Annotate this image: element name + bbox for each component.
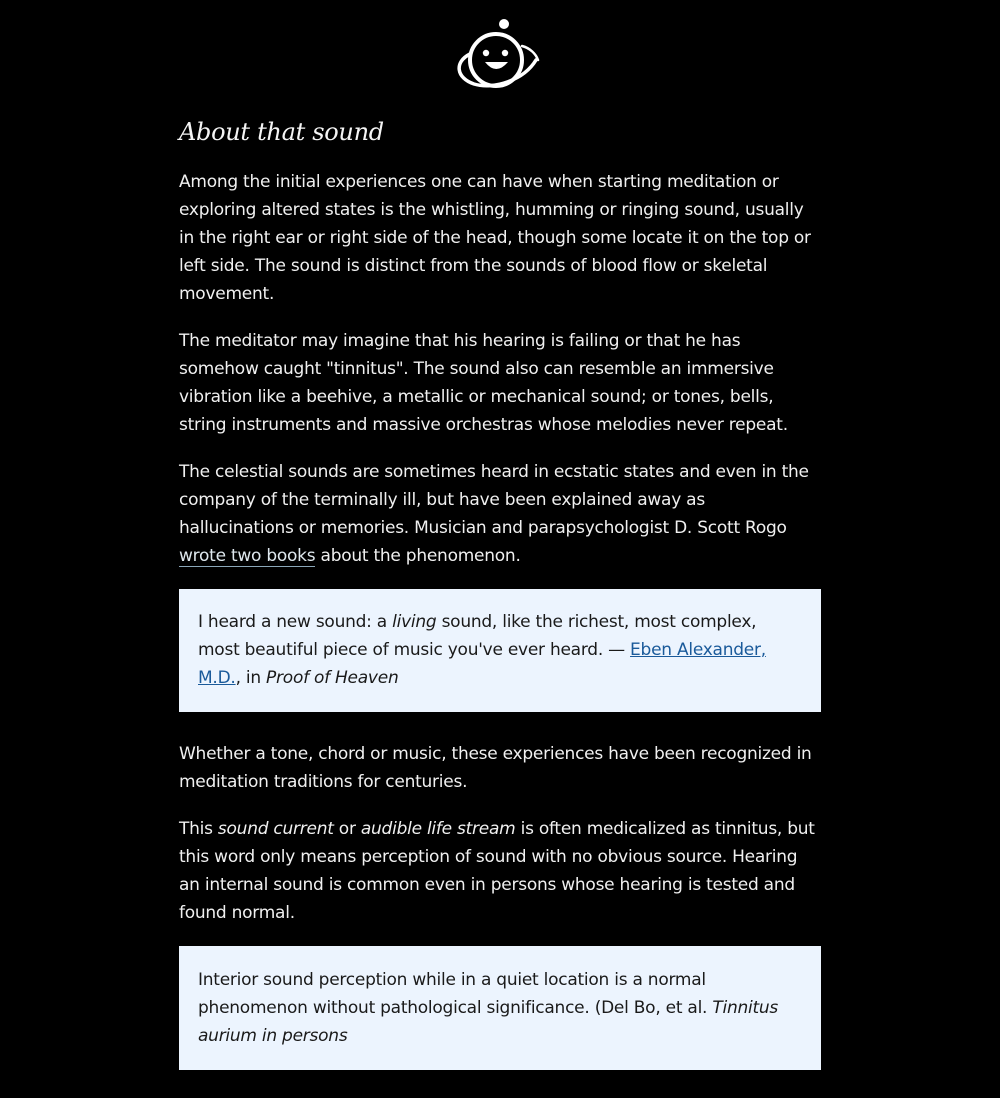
quote2-text-start: Interior sound perception while in a quiet location is a normal phenomenon without pathological significance. (Del Bo, et al.	[198, 970, 713, 1018]
quote-text	[198, 608, 802, 692]
paragraph-3-text: The celestial sounds are sometimes heard in ecstatic states and even in the company of the terminally ill, but have been explained away as hallucinations or memories. Musician and parapsychologist D. Scott Rogo	[179, 462, 809, 538]
smiling-planet-logo-icon	[452, 16, 544, 100]
blockquote-alexander	[179, 589, 821, 712]
blockquote-del-bo	[179, 946, 821, 1070]
quote2-source: Tinnitus aurium in persons	[198, 998, 779, 1046]
quote2-text	[198, 966, 802, 1050]
page-title: About that sound	[179, 118, 384, 146]
eben-alexander-link[interactable]: Eben Alexander, M.D.	[198, 640, 766, 688]
paragraph-2: The meditator may imagine that his hearing is failing or that he has somehow caught "tinnitus". The sound also can resemble an immersive vibration like a beehive, a metallic or mechanical sound; or tones, bells, string instruments and massive orchestras whose melodies never repeat.	[179, 331, 788, 435]
sound-current-term: sound current	[217, 819, 334, 839]
wrote-two-books-link[interactable]: wrote two books	[179, 546, 316, 566]
paragraph-1: Among the initial experiences one can have when starting meditation or exploring altered states is the whistling, humming or ringing sound, usually in the right ear or right side of the head, though some locate it on the top or left side. The sound is distinct from the sounds of blood flow or skeletal movement.	[179, 172, 811, 304]
quote-text-start: I heard a new sound: a	[198, 612, 393, 632]
paragraph-3	[179, 458, 815, 570]
quote-emphasis: living	[392, 612, 437, 632]
paragraph-5	[179, 815, 815, 927]
paragraph-4: Whether a tone, chord or music, these experiences have been recognized in meditation traditions for centuries.	[179, 744, 812, 792]
article	[179, 114, 821, 1098]
paragraph-5-start: This	[179, 819, 218, 839]
quote-text-middle: sound, like the richest, most complex, most beautiful piece of music you've ever heard. —	[198, 612, 757, 660]
paragraph-3-end: about the phenomenon.	[315, 546, 521, 566]
quote-text-after: , in	[235, 668, 267, 688]
quote-source: Proof of Heaven	[266, 668, 399, 688]
site-logo[interactable]	[452, 16, 544, 100]
paragraph-5-end: is often medicalized as tinnitus, but this word only means perception of sound with no obvious source. Hearing an internal sound is common even in persons whose hearing is tested and found normal.	[179, 819, 815, 923]
paragraph-5-or: or	[333, 819, 361, 839]
audible-life-stream-term: audible life stream	[360, 819, 516, 839]
